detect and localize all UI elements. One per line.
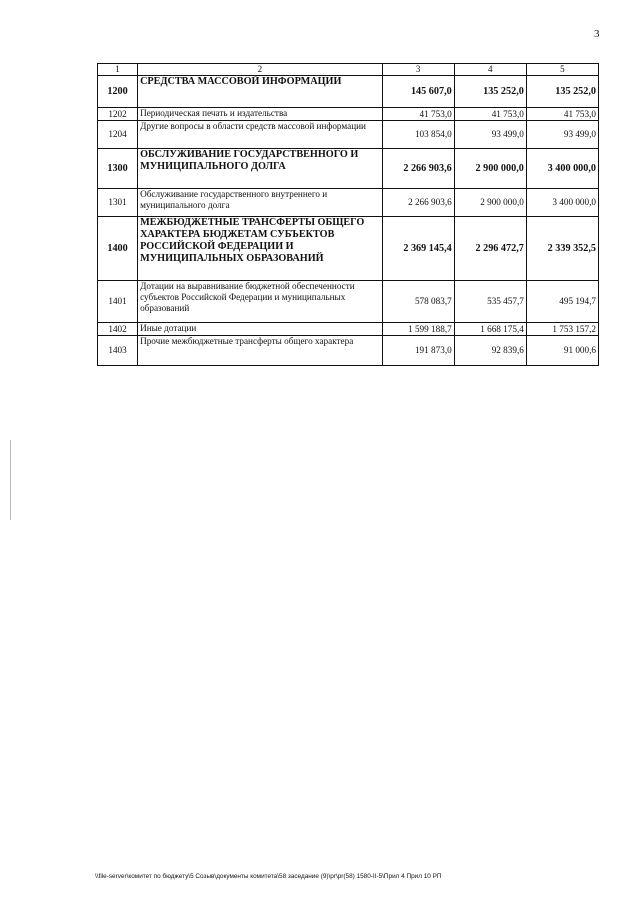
row-name: МЕЖБЮДЖЕТНЫЕ ТРАНСФЕРТЫ ОБЩЕГО ХАРАКТЕРА БЮДЖЕТАМ СУБЪЕКТОВ РОССИЙСКОЙ ФЕДЕРАЦИИ И МУНИЦИПАЛЬНЫХ ОБРАЗОВАНИЙ <box>138 217 382 281</box>
row-value-col3: 191 873,0 <box>382 336 454 366</box>
table-row <box>98 189 599 217</box>
header-col-5: 5 <box>526 64 598 76</box>
row-value-col3: 145 607,0 <box>382 76 454 108</box>
row-value-col3: 1 599 188,7 <box>382 323 454 336</box>
row-code: 1200 <box>98 76 138 108</box>
row-value-col3: 2 369 145,4 <box>382 217 454 281</box>
table-row <box>98 336 599 366</box>
row-value-col5: 91 000,6 <box>526 336 598 366</box>
row-code: 1204 <box>98 121 138 149</box>
row-value-col4: 2 900 000,0 <box>454 149 526 189</box>
row-value-col3: 578 083,7 <box>382 281 454 323</box>
row-name: Иные дотации <box>138 323 382 336</box>
row-value-col3: 41 753,0 <box>382 108 454 121</box>
row-value-col4: 2 900 000,0 <box>454 189 526 217</box>
row-value-col5: 135 252,0 <box>526 76 598 108</box>
row-value-col5: 1 753 157,2 <box>526 323 598 336</box>
row-value-col4: 41 753,0 <box>454 108 526 121</box>
row-value-col5: 2 339 352,5 <box>526 217 598 281</box>
header-col-3: 3 <box>382 64 454 76</box>
row-value-col5: 495 194,7 <box>526 281 598 323</box>
footer-file-path: \\file-server\комитет по бюджету\5 Созыв\документы комитета\58 заседание (9)\pr\pr(58) 1580-II-5\Прил 4 Прил 10 РП <box>95 873 442 880</box>
row-name: Другие вопросы в области средств массовой информации <box>138 121 382 149</box>
row-value-col5: 3 400 000,0 <box>526 149 598 189</box>
row-code: 1400 <box>98 217 138 281</box>
row-code: 1402 <box>98 323 138 336</box>
row-value-col3: 103 854,0 <box>382 121 454 149</box>
row-name: ОБСЛУЖИВАНИЕ ГОСУДАРСТВЕННОГО И МУНИЦИПАЛЬНОГО ДОЛГА <box>138 149 382 189</box>
table-row <box>98 149 599 189</box>
table-row <box>98 108 599 121</box>
row-value-col3: 2 266 903,6 <box>382 189 454 217</box>
row-value-col4: 2 296 472,7 <box>454 217 526 281</box>
header-col-4: 4 <box>454 64 526 76</box>
row-code: 1300 <box>98 149 138 189</box>
header-col-1: 1 <box>98 64 138 76</box>
row-value-col4: 535 457,7 <box>454 281 526 323</box>
row-value-col4: 92 839,6 <box>454 336 526 366</box>
table-row <box>98 217 599 281</box>
table-header-row <box>98 64 599 76</box>
row-name: Дотации на выравнивание бюджетной обеспеченности субъектов Российской Федерации и муниципальных образований <box>138 281 382 323</box>
table-row <box>98 281 599 323</box>
row-value-col4: 93 499,0 <box>454 121 526 149</box>
table-row <box>98 121 599 149</box>
row-name: СРЕДСТВА МАССОВОЙ ИНФОРМАЦИИ <box>138 76 382 108</box>
row-code: 1403 <box>98 336 138 366</box>
row-code: 1202 <box>98 108 138 121</box>
table-row <box>98 76 599 108</box>
table-row <box>98 323 599 336</box>
page-number: 3 <box>594 28 600 40</box>
row-code: 1401 <box>98 281 138 323</box>
row-value-col5: 93 499,0 <box>526 121 598 149</box>
header-col-2: 2 <box>138 64 382 76</box>
scan-margin-mark <box>10 440 11 520</box>
row-name: Обслуживание государственного внутреннего и муниципального долга <box>138 189 382 217</box>
row-value-col5: 3 400 000,0 <box>526 189 598 217</box>
row-value-col5: 41 753,0 <box>526 108 598 121</box>
row-code: 1301 <box>98 189 138 217</box>
row-value-col3: 2 266 903,6 <box>382 149 454 189</box>
row-value-col4: 135 252,0 <box>454 76 526 108</box>
budget-table <box>97 63 599 366</box>
row-name: Периодическая печать и издательства <box>138 108 382 121</box>
row-name: Прочие межбюджетные трансферты общего характера <box>138 336 382 366</box>
row-value-col4: 1 668 175,4 <box>454 323 526 336</box>
